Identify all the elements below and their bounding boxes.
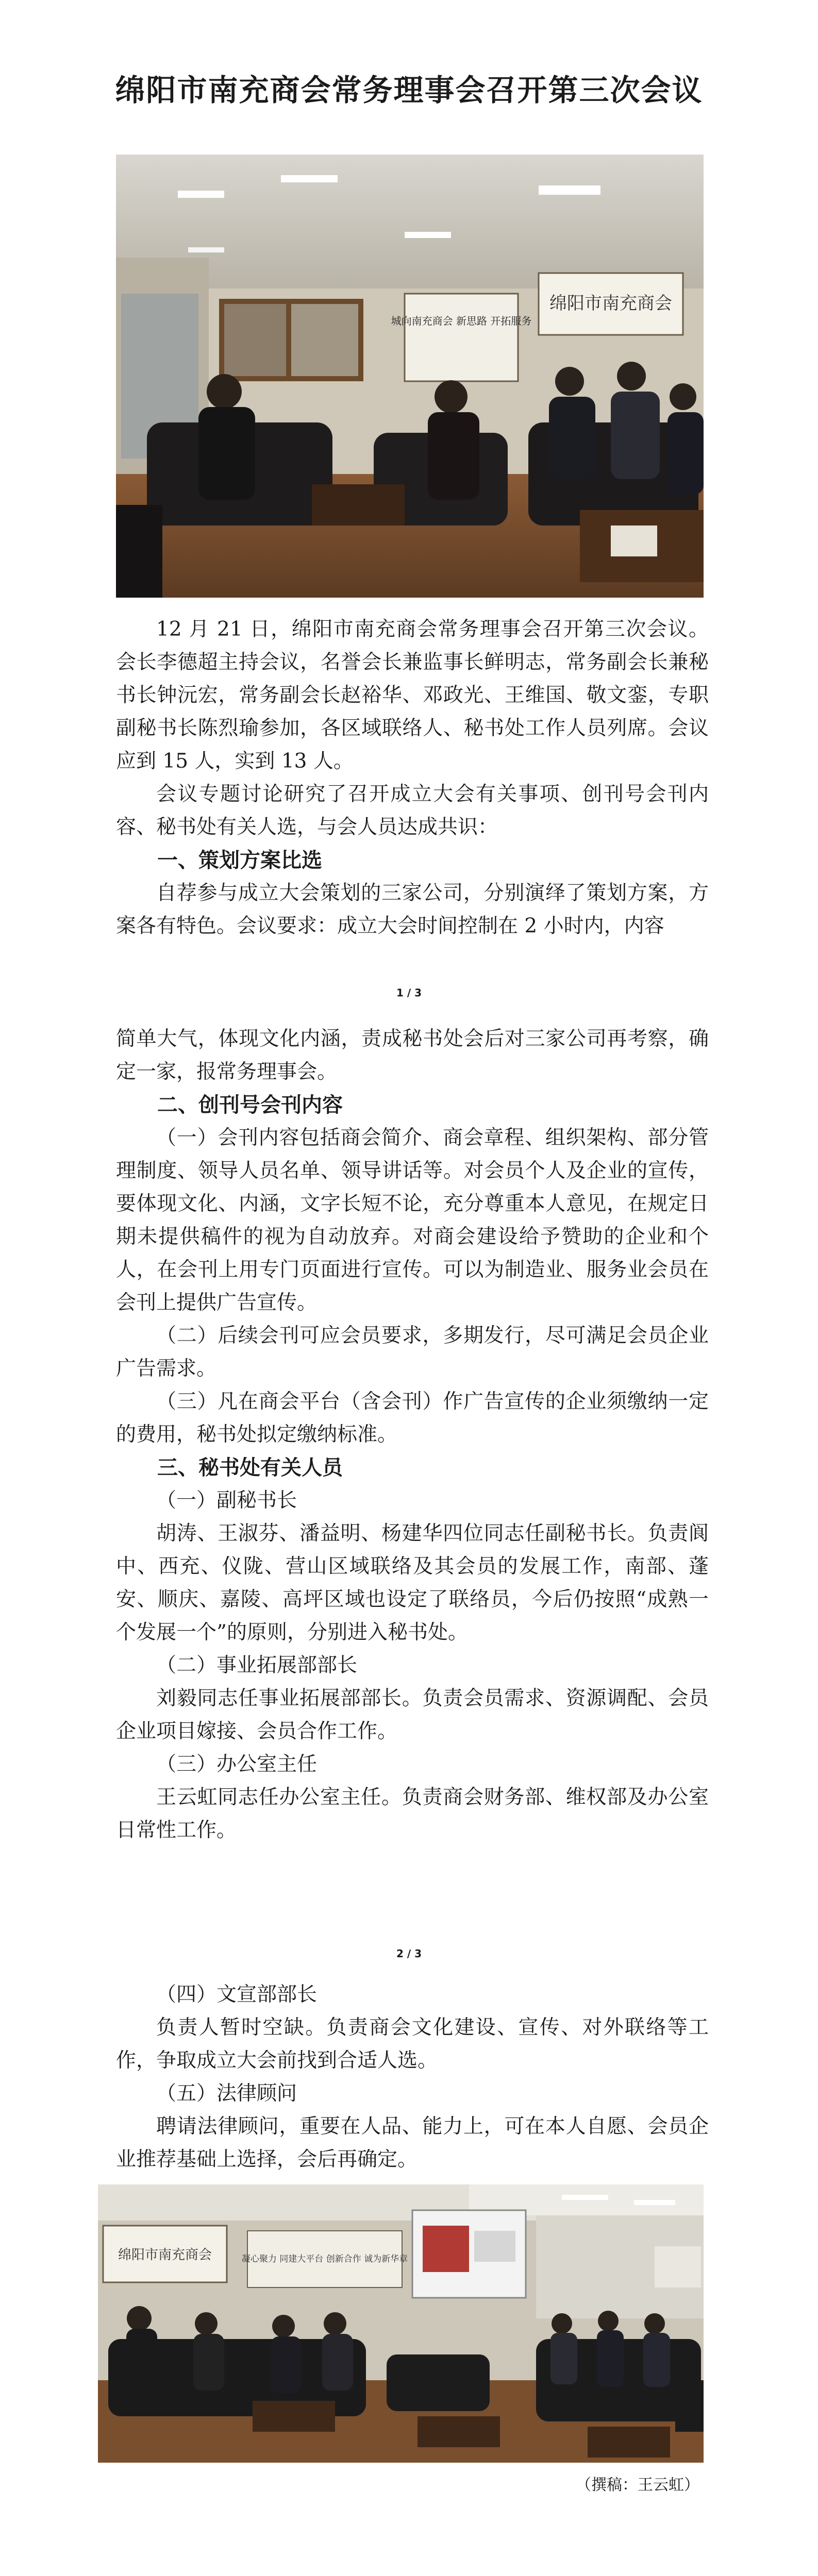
section-3-sub-2: （二）事业拓展部部长	[156, 1654, 358, 1677]
section-3-sub-3: （三）办公室主任	[156, 1753, 318, 1776]
author-credit: （撰稿：王云虹）	[576, 2476, 699, 2494]
section-3-paragraph-5: 聘请法律顾问，重要在人品、能力上，可在本人自愿、会员企业推荐基础上选择，会后再确定。	[116, 2115, 709, 2171]
article-title: 绵阳市南充商会常务理事会召开第三次会议	[115, 73, 703, 108]
section-3-paragraph-4: 负责人暂时空缺。负责商会文化建设、宣传、对外联络等工作，争取成立大会前找到合适人选。	[116, 2016, 709, 2072]
meeting-photo-1	[116, 155, 704, 598]
photo2-banner-mid: 凝心聚力 同建大平台 创新合作 诚为新华章	[241, 2254, 408, 2264]
section-3-heading: 三、秘书处有关人员	[157, 1455, 343, 1480]
page-number-1: 1 / 3	[396, 987, 422, 999]
meeting-photo-2	[98, 2184, 704, 2463]
section-3-sub-4: （四）文宣部部长	[156, 1983, 318, 2006]
section-3-paragraph-1: 胡涛、王淑芬、潘益明、杨建华四位同志任副秘书长。负责阆中、西充、仪陇、营山区域联络及其会员的发展工作，南部、蓬安、顺庆、嘉陵、高坪区域也设定了联络员，今后仍按照“成熟一个发展一个”的原则，分别进入秘书处。	[116, 1522, 709, 1644]
section-2-paragraph-3: （三）凡在商会平台（含会刊）作广告宣传的企业须缴纳一定的费用，秘书处拟定缴纳标准。	[116, 1390, 709, 1446]
intro-paragraph-2: 会议专题讨论研究了召开成立大会有关事项、创刊号会刊内容、秘书处有关人选，与会人员达成共识：	[116, 783, 709, 839]
article-body-part3	[116, 1978, 709, 2176]
article-body-part2	[116, 1023, 709, 1847]
section-3-sub-5: （五）法律顾问	[156, 2082, 297, 2105]
section-3-sub-1: （一）副秘书长	[156, 1489, 297, 1512]
section-2-heading: 二、创刊号会刊内容	[157, 1093, 343, 1117]
photo1-banner-right: 绵阳市南充商会	[549, 293, 672, 314]
section-1-paragraph-b: 简单大气，体现文化内涵，责成秘书处会后对三家公司再考察，确定一家，报常务理事会。	[116, 1027, 709, 1083]
intro-paragraph: 12 月 21 日，绵阳市南充商会常务理事会召开第三次会议。会长李德超主持会议，名誉会长兼监事长鲜明志，常务副会长兼秘书长钟沅宏，常务副会长赵裕华、邓政光、王维国、敬文銮，专职副秘书长陈烈瑜参加，各区域联络人、秘书处工作人员列席。会议应到 15 人，实到 13 人。	[116, 618, 709, 773]
section-3-paragraph-3: 王云虹同志任办公室主任。负责商会财务部、维权部及办公室日常性工作。	[116, 1786, 709, 1842]
photo1-banner-left: 城向南充商会 新思路 开拓服务	[391, 315, 532, 327]
section-1-heading: 一、策划方案比选	[157, 848, 322, 872]
photo2-banner-left: 绵阳市南充商会	[118, 2247, 212, 2263]
section-1-paragraph-a: 自荐参与成立大会策划的三家公司，分别演绎了策划方案，方案各有特色。会议要求：成立大会时间控制在 2 小时内，内容	[116, 882, 709, 938]
article-body-part1	[116, 613, 709, 943]
page-number-2: 2 / 3	[396, 1947, 422, 1960]
section-2-paragraph-1: （一）会刊内容包括商会简介、商会章程、组织架构、部分管理制度、领导人员名单、领导讲话等。对会员个人及企业的宣传，要体现文化、内涵，文字长短不论，充分尊重本人意见，在规定日期未提供稿件的视为自动放弃。对商会建设给予赞助的企业和个人，在会刊上用专门页面进行宣传。可以为制造业、服务业会员在会刊上提供广告宣传。	[116, 1126, 709, 1314]
section-3-paragraph-2: 刘毅同志任事业拓展部部长。负责会员需求、资源调配、会员企业项目嫁接、会员合作工作。	[116, 1687, 709, 1743]
section-2-paragraph-2: （二）后续会刊可应会员要求，多期发行，尽可满足会员企业广告需求。	[116, 1324, 709, 1380]
